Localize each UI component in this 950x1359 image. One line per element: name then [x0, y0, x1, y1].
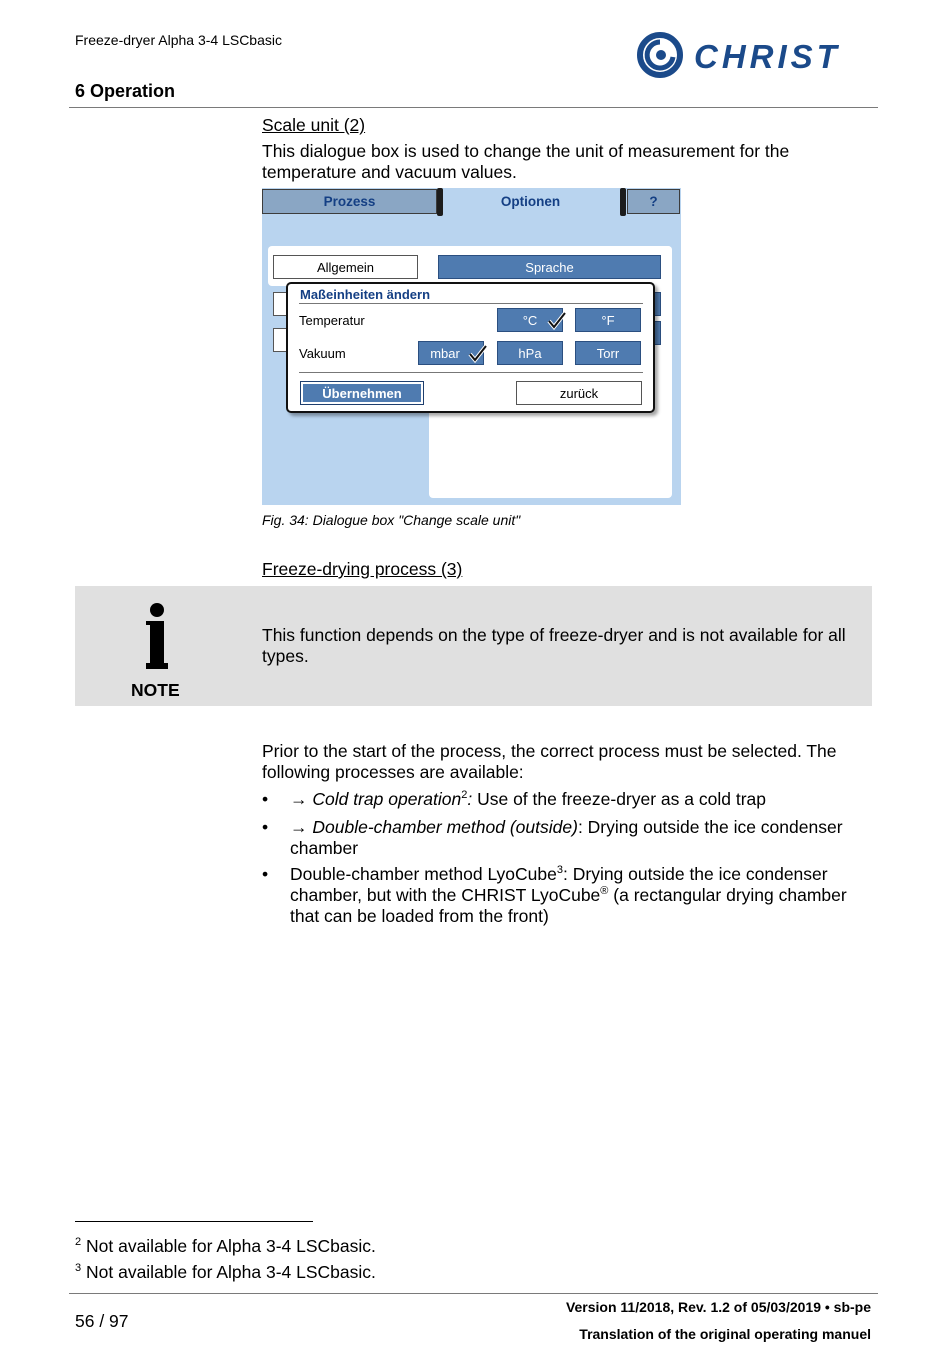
footnote-divider — [75, 1221, 313, 1222]
dialog-divider — [299, 372, 643, 373]
change-units-dialog — [286, 282, 655, 413]
page-number: 56 / 97 — [75, 1311, 129, 1331]
dialog-title: Maßeinheiten ändern — [300, 287, 431, 302]
footnote-ref: 2 — [461, 789, 468, 802]
bullet-marker: • — [262, 789, 269, 809]
figure-caption: Fig. 34: Dialogue box "Change scale unit" — [262, 512, 521, 528]
cold-trap-term: Cold trap operation — [312, 789, 462, 809]
lyocube-term: Double-chamber method LyoCube — [290, 864, 557, 884]
tab-optionen[interactable]: Optionen — [443, 189, 618, 214]
tab-separator — [620, 188, 626, 216]
double-chamber-desc: : Drying outside the ice condenser chamber — [290, 817, 843, 858]
dialog-divider — [299, 303, 643, 304]
mbar-label: mbar — [430, 345, 460, 361]
footnote-text: Not available for Alpha 3-4 LSCbasic. — [81, 1262, 376, 1282]
document-title: Freeze-dryer Alpha 3-4 LSCbasic — [75, 32, 282, 48]
tab-help[interactable]: ? — [627, 189, 680, 214]
temperature-label: Temperatur — [299, 313, 365, 328]
lyocube-desc-cont: (a rectangular drying chamber that can be loaded from the front) — [290, 885, 847, 926]
footnote — [75, 1236, 376, 1257]
note-box — [75, 586, 872, 706]
list-item — [290, 789, 880, 810]
translation-note: Translation of the original operating manuel — [579, 1326, 871, 1342]
dialog-screenshot — [262, 188, 681, 505]
arrow-icon: → — [290, 789, 308, 809]
header-divider — [69, 107, 878, 108]
allgemein-button[interactable]: Allgemein — [273, 255, 418, 279]
fahrenheit-button[interactable]: °F — [575, 308, 641, 332]
footnote-number: 2 — [75, 1236, 82, 1249]
registered-mark: ® — [600, 885, 609, 898]
scale-unit-heading: Scale unit (2) — [262, 115, 366, 135]
note-label: NOTE — [131, 680, 180, 700]
note-text: This function depends on the type of freeze-dryer and is not available for all types. — [262, 625, 846, 666]
term-colon: : — [467, 789, 473, 809]
cold-trap-desc: Use of the freeze-dryer as a cold trap — [472, 789, 766, 809]
sprache-button[interactable]: Sprache — [438, 255, 661, 279]
svg-text:CHRIST: CHRIST — [694, 38, 841, 75]
torr-button[interactable]: Torr — [575, 341, 641, 365]
footnote-text: Not available for Alpha 3-4 LSCbasic. — [81, 1236, 376, 1256]
hpa-button[interactable]: hPa — [497, 341, 563, 365]
vacuum-label: Vakuum — [299, 346, 346, 361]
bullet-marker: • — [262, 864, 269, 884]
checkmark-icon — [468, 344, 488, 364]
celsius-label: °C — [522, 312, 538, 328]
version-info: Version 11/2018, Rev. 1.2 of 05/03/2019 • sb-pe — [565, 1299, 871, 1315]
arrow-icon: → — [290, 817, 308, 837]
footnote-ref: 3 — [556, 864, 563, 877]
intro-paragraph: Prior to the start of the process, the correct process must be selected. The following processes are available: — [262, 741, 837, 782]
section-heading: 6 Operation — [75, 81, 176, 101]
footer-divider — [69, 1293, 878, 1294]
list-item — [290, 864, 880, 927]
checkmark-icon — [547, 311, 567, 331]
bullet-marker: • — [262, 817, 269, 837]
info-icon — [146, 603, 168, 671]
list-item — [290, 817, 880, 859]
back-button[interactable]: zurück — [516, 381, 642, 405]
apply-button[interactable]: Übernehmen — [300, 381, 424, 405]
double-chamber-term: Double-chamber method (outside) — [312, 817, 578, 837]
christ-logo — [636, 30, 876, 82]
footnote-number: 3 — [75, 1262, 82, 1275]
lyocube-desc: : Drying outside the ice condenser chamber, but with the CHRIST LyoCube — [290, 864, 828, 905]
footnote — [75, 1262, 376, 1283]
process-heading: Freeze-drying process (3) — [262, 559, 463, 579]
tab-prozess[interactable]: Prozess — [262, 189, 437, 214]
scale-unit-text: This dialogue box is used to change the unit of measurement for the temperature and vacuum values. — [262, 141, 790, 182]
